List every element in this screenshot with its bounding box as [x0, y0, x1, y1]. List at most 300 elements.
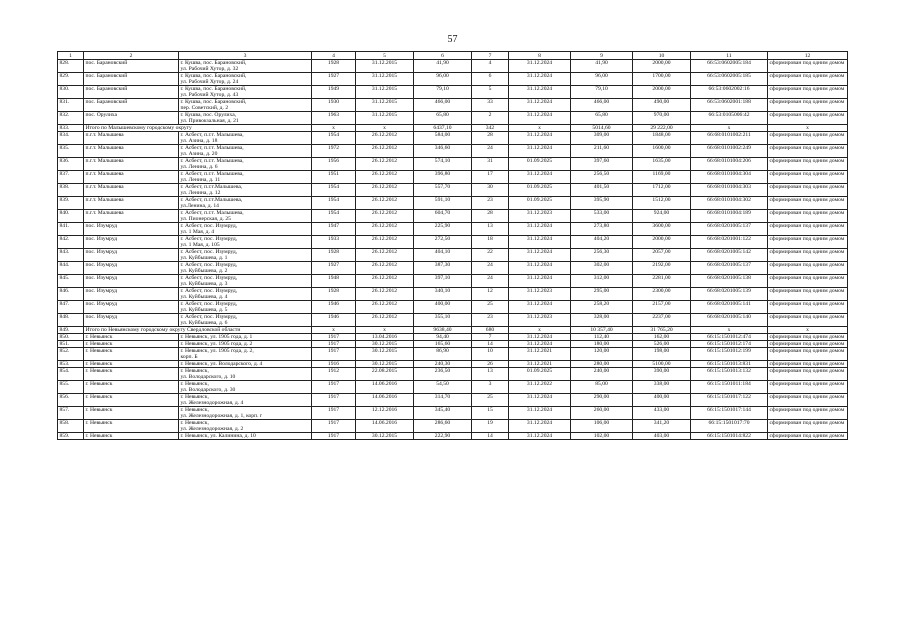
- planned-date: 31.12.2024: [509, 334, 571, 341]
- year-built: 1917: [312, 348, 356, 361]
- land-status: сформирован под одним домом: [768, 275, 848, 288]
- planned-date: 01.09.2025: [509, 184, 571, 197]
- column-number-row: [58, 52, 848, 60]
- total-area: 9638,40: [414, 327, 472, 334]
- land-area: 2000,00: [633, 86, 691, 99]
- area-resettled: 5014,60: [571, 125, 633, 132]
- year-built: 1972: [312, 145, 356, 158]
- address-line: г. Асбест, пос. Изумруд,: [180, 301, 238, 307]
- address-line: г. Невьянск,: [180, 420, 209, 426]
- row-number: 854.: [58, 368, 84, 381]
- column-number: 9: [571, 52, 633, 60]
- total-area: 94,40: [414, 334, 472, 341]
- table-row: [58, 112, 848, 125]
- date-registered: 31.12.2015: [356, 60, 414, 73]
- land-area: 2057,00: [633, 249, 691, 262]
- row-number: 852.: [58, 348, 84, 361]
- residents-count: 14: [472, 433, 509, 440]
- planned-date: x: [509, 125, 571, 132]
- residents-count: 25: [472, 301, 509, 314]
- table-row: [58, 420, 848, 433]
- date-registered: 13.04.2016: [356, 334, 414, 341]
- cadastral-number: 66:68:0101002:249: [691, 145, 768, 158]
- total-area: 240,30: [414, 361, 472, 368]
- land-area: 526,00: [633, 341, 691, 348]
- address: [179, 223, 312, 236]
- address-line: ул. 1 Мая, д. 105: [180, 242, 220, 248]
- residents-count: 22: [472, 249, 509, 262]
- total-area: 6437,10: [414, 125, 472, 132]
- residents-count: 342: [472, 125, 509, 132]
- address-line: г. Асбест, пос. Изумруд,: [180, 249, 238, 255]
- total-area: 574,10: [414, 158, 472, 171]
- address-line: г. Кушва, пос. Барановский,: [180, 86, 247, 92]
- row-number: 851.: [58, 341, 84, 348]
- table-row: [58, 334, 848, 341]
- area-resettled: 401,50: [571, 184, 633, 197]
- land-area: 162,00: [633, 334, 691, 341]
- address: [179, 60, 312, 73]
- table-row: [58, 288, 848, 301]
- planned-date: 31.12.2024: [509, 171, 571, 184]
- address-line: г. Невьянск,: [180, 394, 209, 400]
- cadastral-number: 66:15:1501017:122: [691, 394, 768, 407]
- cadastral-number: 66:15:1501013:831: [691, 361, 768, 368]
- land-area: 970,00: [633, 112, 691, 125]
- area-resettled: 397,60: [571, 158, 633, 171]
- address-line: г. Асбест, п.г.т. Малышева,: [180, 171, 244, 177]
- address: [179, 275, 312, 288]
- area-resettled: 102,00: [571, 433, 633, 440]
- land-status: сформирован под одним домом: [768, 132, 848, 145]
- total-area: 345,40: [414, 407, 472, 420]
- cadastral-number: 66:68:0201005:139: [691, 288, 768, 301]
- area-resettled: 106,00: [571, 420, 633, 433]
- subtotal-row: [58, 125, 848, 132]
- date-registered: 26.12.2012: [356, 145, 414, 158]
- cadastral-number: 66:53:0105006:42: [691, 112, 768, 125]
- land-area: 341,20: [633, 420, 691, 433]
- table-row: [58, 171, 848, 184]
- municipality: пос. Барановский: [84, 99, 179, 112]
- total-area: 236,50: [414, 368, 472, 381]
- year-built: 1917: [312, 394, 356, 407]
- land-area: 338,00: [633, 381, 691, 394]
- column-number: 2: [84, 52, 179, 60]
- planned-date: 31.12.2024: [509, 249, 571, 262]
- subtotal-row: [58, 327, 848, 334]
- address-line: ул. Азина, д. 18: [180, 138, 218, 144]
- area-resettled: 395,90: [571, 197, 633, 210]
- municipality: п.г.т. Малышева: [84, 184, 179, 197]
- row-number: 853.: [58, 361, 84, 368]
- municipality: пос. Барановский: [84, 86, 179, 99]
- area-resettled: 79,10: [571, 86, 633, 99]
- total-area: 86,90: [414, 348, 472, 361]
- address: [179, 184, 312, 197]
- planned-date: 31.12.2024: [509, 223, 571, 236]
- address: [179, 407, 312, 420]
- table-row: [58, 361, 848, 368]
- year-built: 1930: [312, 99, 356, 112]
- cadastral-number: 66:53:0602005:184: [691, 60, 768, 73]
- row-number: 835.: [58, 145, 84, 158]
- address: [179, 262, 312, 275]
- land-area: 1169,00: [633, 171, 691, 184]
- planned-date: 31.12.2024: [509, 341, 571, 348]
- total-area: 604,70: [414, 210, 472, 223]
- land-area: 1848,00: [633, 132, 691, 145]
- date-registered: 26.12.2012: [356, 210, 414, 223]
- municipality: пос. Изумруд: [84, 288, 179, 301]
- column-number: 7: [472, 52, 509, 60]
- row-number: 832.: [58, 112, 84, 125]
- land-area: 433,00: [633, 407, 691, 420]
- date-registered: 26.12.2012: [356, 223, 414, 236]
- address-line: ул. Железнодорожная, д. 2: [180, 426, 244, 432]
- land-status: сформирован под одним домом: [768, 145, 848, 158]
- date-registered: 26.12.2012: [356, 171, 414, 184]
- address-line: г. Асбест, пос. Изумруд,: [180, 288, 238, 294]
- municipality: пос. Изумруд: [84, 262, 179, 275]
- year-built: 1947: [312, 223, 356, 236]
- planned-date: 31.12.2024: [509, 301, 571, 314]
- residents-count: 28: [472, 132, 509, 145]
- address-line: ул. Володарского, д. 10: [180, 374, 236, 380]
- residents-count: 26: [472, 361, 509, 368]
- address-line: г. Невьянск, ул. Володарского, д. 4: [180, 361, 263, 367]
- residents-count: 14: [472, 341, 509, 348]
- cadastral-number: 66:15:1501013:132: [691, 368, 768, 381]
- cadastral-number: 66:53:0602005:185: [691, 73, 768, 86]
- table-row: [58, 145, 848, 158]
- column-number: 4: [312, 52, 356, 60]
- row-number: 849.: [58, 327, 84, 334]
- date-registered: 31.12.2015: [356, 86, 414, 99]
- area-resettled: 65,80: [571, 112, 633, 125]
- area-resettled: 533,00: [571, 210, 633, 223]
- land-area: 198,00: [633, 348, 691, 361]
- row-number: 857.: [58, 407, 84, 420]
- land-status: сформирован под одним домом: [768, 288, 848, 301]
- land-area: 390,00: [633, 368, 691, 381]
- total-area: 557,70: [414, 184, 472, 197]
- date-registered: 31.12.2015: [356, 112, 414, 125]
- municipality: г. Невьянск: [84, 381, 179, 394]
- table-row: [58, 60, 848, 73]
- cadastral-number: 66:15:1501012:474: [691, 334, 768, 341]
- area-resettled: 302,00: [571, 262, 633, 275]
- address-line: г. Асбест, пос. Изумруд,: [180, 236, 238, 242]
- total-area: 54,50: [414, 381, 472, 394]
- address-line: г. Асбест, п.г.т. Малышева,: [180, 210, 244, 216]
- planned-date: 31.12.2021: [509, 348, 571, 361]
- address: [179, 132, 312, 145]
- address-line: ул. Рабочий Хутор, д. 24: [180, 79, 239, 85]
- land-status: сформирован под одним домом: [768, 262, 848, 275]
- row-number: 850.: [58, 334, 84, 341]
- table-row: [58, 314, 848, 327]
- total-area: 286,60: [414, 420, 472, 433]
- address-line: ул. Ленина, д. 6: [180, 164, 218, 170]
- date-registered: 30.12.2015: [356, 433, 414, 440]
- planned-date: 31.12.2024: [509, 145, 571, 158]
- land-status: сформирован под одним домом: [768, 236, 848, 249]
- date-registered: 26.12.2012: [356, 275, 414, 288]
- municipality: пос. Изумруд: [84, 236, 179, 249]
- address-line: г. Невьянск,: [180, 381, 209, 387]
- area-resettled: 280,00: [571, 361, 633, 368]
- land-status: сформирован под одним домом: [768, 223, 848, 236]
- municipality: г. Невьянск: [84, 394, 179, 407]
- address: [179, 394, 312, 407]
- municipality: пос. Изумруд: [84, 275, 179, 288]
- cadastral-number: 66:53:0602001:188: [691, 99, 768, 112]
- municipality: г. Невьянск: [84, 361, 179, 368]
- land-status: сформирован под одним домом: [768, 99, 848, 112]
- address-line: корп. Б: [180, 354, 198, 360]
- year-built: 1949: [312, 86, 356, 99]
- table-row: [58, 301, 848, 314]
- address: [179, 361, 312, 368]
- address-line: ул. Ленина, д. 12: [180, 190, 221, 196]
- residents-count: 15: [472, 407, 509, 420]
- planned-date: 31.12.2024: [509, 433, 571, 440]
- municipality: пос. Барановский: [84, 60, 179, 73]
- year-built: 1927: [312, 73, 356, 86]
- date-registered: 30.12.2015: [356, 348, 414, 361]
- address: [179, 314, 312, 327]
- address-line: г. Асбест, пос. Изумруд,: [180, 275, 238, 281]
- area-resettled: 211,60: [571, 145, 633, 158]
- area-resettled: 256,30: [571, 249, 633, 262]
- land-area: 2000,00: [633, 60, 691, 73]
- row-number: 836.: [58, 158, 84, 171]
- address-line: ул. Железнодорожная, д. 4: [180, 400, 244, 406]
- address-line: ул. Железнодорожная, д. 1, корп. г: [180, 413, 263, 419]
- table-row: [58, 262, 848, 275]
- table-row: [58, 210, 848, 223]
- cadastral-number: 66:68:0201005:142: [691, 249, 768, 262]
- cadastral-number: x: [691, 125, 768, 132]
- residents-count: 24: [472, 275, 509, 288]
- table-row: [58, 99, 848, 112]
- year-built: 1917: [312, 407, 356, 420]
- table-row: [58, 158, 848, 171]
- row-number: 833.: [58, 125, 84, 132]
- total-area: 404,10: [414, 249, 472, 262]
- municipality: пос. Изумруд: [84, 249, 179, 262]
- table-row: [58, 394, 848, 407]
- address-line: ул. Куйбышева, д. 3: [180, 281, 228, 287]
- municipality: п.г.т. Малышева: [84, 171, 179, 184]
- year-built: 1917: [312, 420, 356, 433]
- cadastral-number: 66:68:0201001:122: [691, 236, 768, 249]
- land-area: 403,00: [633, 433, 691, 440]
- cadastral-number: 66:53:0602002:16: [691, 86, 768, 99]
- area-resettled: 312,00: [571, 275, 633, 288]
- row-number: 838.: [58, 184, 84, 197]
- address-line: г. Асбест, пос. Изумруд,: [180, 262, 238, 268]
- year-built: 1917: [312, 433, 356, 440]
- row-number: 845.: [58, 275, 84, 288]
- land-status: сформирован под одним домом: [768, 158, 848, 171]
- year-built: 1916: [312, 361, 356, 368]
- table-row: [58, 249, 848, 262]
- total-area: 466,00: [414, 99, 472, 112]
- land-area: 2000,00: [633, 236, 691, 249]
- year-built: 1917: [312, 334, 356, 341]
- planned-date: 31.12.2024: [509, 132, 571, 145]
- total-area: 340,10: [414, 288, 472, 301]
- residents-count: 13: [472, 223, 509, 236]
- residents-count: 24: [472, 145, 509, 158]
- address: [179, 73, 312, 86]
- address: [179, 197, 312, 210]
- area-resettled: 309,00: [571, 132, 633, 145]
- land-status: сформирован под одним домом: [768, 112, 848, 125]
- land-area: 1700,00: [633, 73, 691, 86]
- cadastral-number: 66:68:0101004:303: [691, 184, 768, 197]
- land-area: 490,00: [633, 99, 691, 112]
- page-number: 57: [447, 34, 458, 45]
- municipality: пос. Изумруд: [84, 223, 179, 236]
- area-resettled: 85,00: [571, 381, 633, 394]
- municipality: п.г.т. Малышева: [84, 210, 179, 223]
- row-number: 858.: [58, 420, 84, 433]
- column-number: 11: [691, 52, 768, 60]
- area-resettled: 260,00: [571, 407, 633, 420]
- total-area: 41,90: [414, 60, 472, 73]
- address: [179, 301, 312, 314]
- address: [179, 145, 312, 158]
- residents-count: 680: [472, 327, 509, 334]
- date-registered: 22.08.2015: [356, 368, 414, 381]
- table-row: [58, 368, 848, 381]
- date-registered: 26.12.2012: [356, 314, 414, 327]
- address-line: ул. Куйбышева, д. 4: [180, 294, 228, 300]
- residents-count: 10: [472, 348, 509, 361]
- year-built: 1956: [312, 158, 356, 171]
- cadastral-number: 66:15:1501017:70: [691, 420, 768, 433]
- row-number: 829.: [58, 73, 84, 86]
- land-status: x: [768, 327, 848, 334]
- table-row: [58, 381, 848, 394]
- row-number: 859.: [58, 433, 84, 440]
- address-line: ул. Привокзальная, д. 21: [180, 118, 239, 124]
- table-row: [58, 197, 848, 210]
- planned-date: 31.12.2023: [509, 288, 571, 301]
- subtotal-label: Итого по Невьянскому городскому округу Свердловской области: [84, 327, 312, 334]
- address: [179, 99, 312, 112]
- row-number: 846.: [58, 288, 84, 301]
- cadastral-number: 66:15:1501014:822: [691, 433, 768, 440]
- total-area: 225,90: [414, 223, 472, 236]
- municipality: п.г.т. Малышева: [84, 158, 179, 171]
- year-built: 1954: [312, 184, 356, 197]
- residents-count: 25: [472, 394, 509, 407]
- cadastral-number: 66:68:0201005:137: [691, 262, 768, 275]
- column-number: 1: [58, 52, 84, 60]
- land-status: сформирован под одним домом: [768, 361, 848, 368]
- area-resettled: 256,50: [571, 171, 633, 184]
- column-number: 6: [414, 52, 472, 60]
- date-registered: 26.12.2012: [356, 197, 414, 210]
- year-built: 1912: [312, 368, 356, 381]
- address-line: г. Асбест, п.г.т. Малышева,: [180, 158, 244, 164]
- address-line: ул. Азина, д. 20: [180, 151, 218, 157]
- date-registered: 30.12.2015: [356, 361, 414, 368]
- land-area: 1512,00: [633, 197, 691, 210]
- planned-date: 01.09.2025: [509, 368, 571, 381]
- row-number: 828.: [58, 60, 84, 73]
- year-built: 1946: [312, 301, 356, 314]
- land-area: 1635,00: [633, 158, 691, 171]
- cadastral-number: 66:68:0201005:138: [691, 275, 768, 288]
- date-registered: 31.12.2015: [356, 73, 414, 86]
- planned-date: 31.12.2023: [509, 314, 571, 327]
- row-number: 842.: [58, 236, 84, 249]
- date-registered: 26.12.2012: [356, 288, 414, 301]
- municipality: г. Невьянск: [84, 348, 179, 361]
- land-status: сформирован под одним домом: [768, 210, 848, 223]
- planned-date: 31.12.2024: [509, 275, 571, 288]
- address: [179, 433, 312, 440]
- planned-date: 31.12.2024: [509, 99, 571, 112]
- column-number: 3: [179, 52, 312, 60]
- residents-count: 5: [472, 86, 509, 99]
- planned-date: 31.12.2024: [509, 407, 571, 420]
- row-number: 841.: [58, 223, 84, 236]
- land-status: сформирован под одним домом: [768, 381, 848, 394]
- year-built: 1928: [312, 60, 356, 73]
- address-line: г. Асбест, п.г.т.Малышева,: [180, 184, 243, 190]
- total-area: 591,10: [414, 197, 472, 210]
- area-resettled: 328,00: [571, 314, 633, 327]
- cadastral-number: 66:15:1501017:144: [691, 407, 768, 420]
- address-line: ул. Куйбышева, д. 6: [180, 320, 228, 326]
- address-line: ул. Куйбышева, д. 2: [180, 268, 228, 274]
- date-registered: 31.12.2015: [356, 99, 414, 112]
- year-built: 1951: [312, 171, 356, 184]
- residents-count: 17: [472, 171, 509, 184]
- planned-date: 31.12.2024: [509, 394, 571, 407]
- address-line: г. Кушва, пос. Орулиха,: [180, 112, 237, 118]
- address-line: ул. Куйбышева, д. 1: [180, 255, 228, 261]
- residents-count: 6: [472, 73, 509, 86]
- date-registered: 30.12.2015: [356, 341, 414, 348]
- address: [179, 249, 312, 262]
- land-status: сформирован под одним домом: [768, 433, 848, 440]
- date-registered: 26.12.2012: [356, 262, 414, 275]
- address-line: ул. Рабочий Хутор, д. 32: [180, 66, 239, 72]
- year-built: 1954: [312, 197, 356, 210]
- row-number: 834.: [58, 132, 84, 145]
- row-number: 847.: [58, 301, 84, 314]
- row-number: 840.: [58, 210, 84, 223]
- cadastral-number: 66:15:1501012:199: [691, 348, 768, 361]
- column-number: 5: [356, 52, 414, 60]
- land-status: сформирован под одним домом: [768, 301, 848, 314]
- residents-count: 28: [472, 210, 509, 223]
- year-built: 1963: [312, 112, 356, 125]
- land-area: 2192,00: [633, 262, 691, 275]
- address: [179, 368, 312, 381]
- address-line: ул. Пионерская, д. 25: [180, 216, 231, 222]
- planned-date: 31.12.2024: [509, 60, 571, 73]
- planned-date: 01.09.2025: [509, 158, 571, 171]
- total-area: 79,10: [414, 86, 472, 99]
